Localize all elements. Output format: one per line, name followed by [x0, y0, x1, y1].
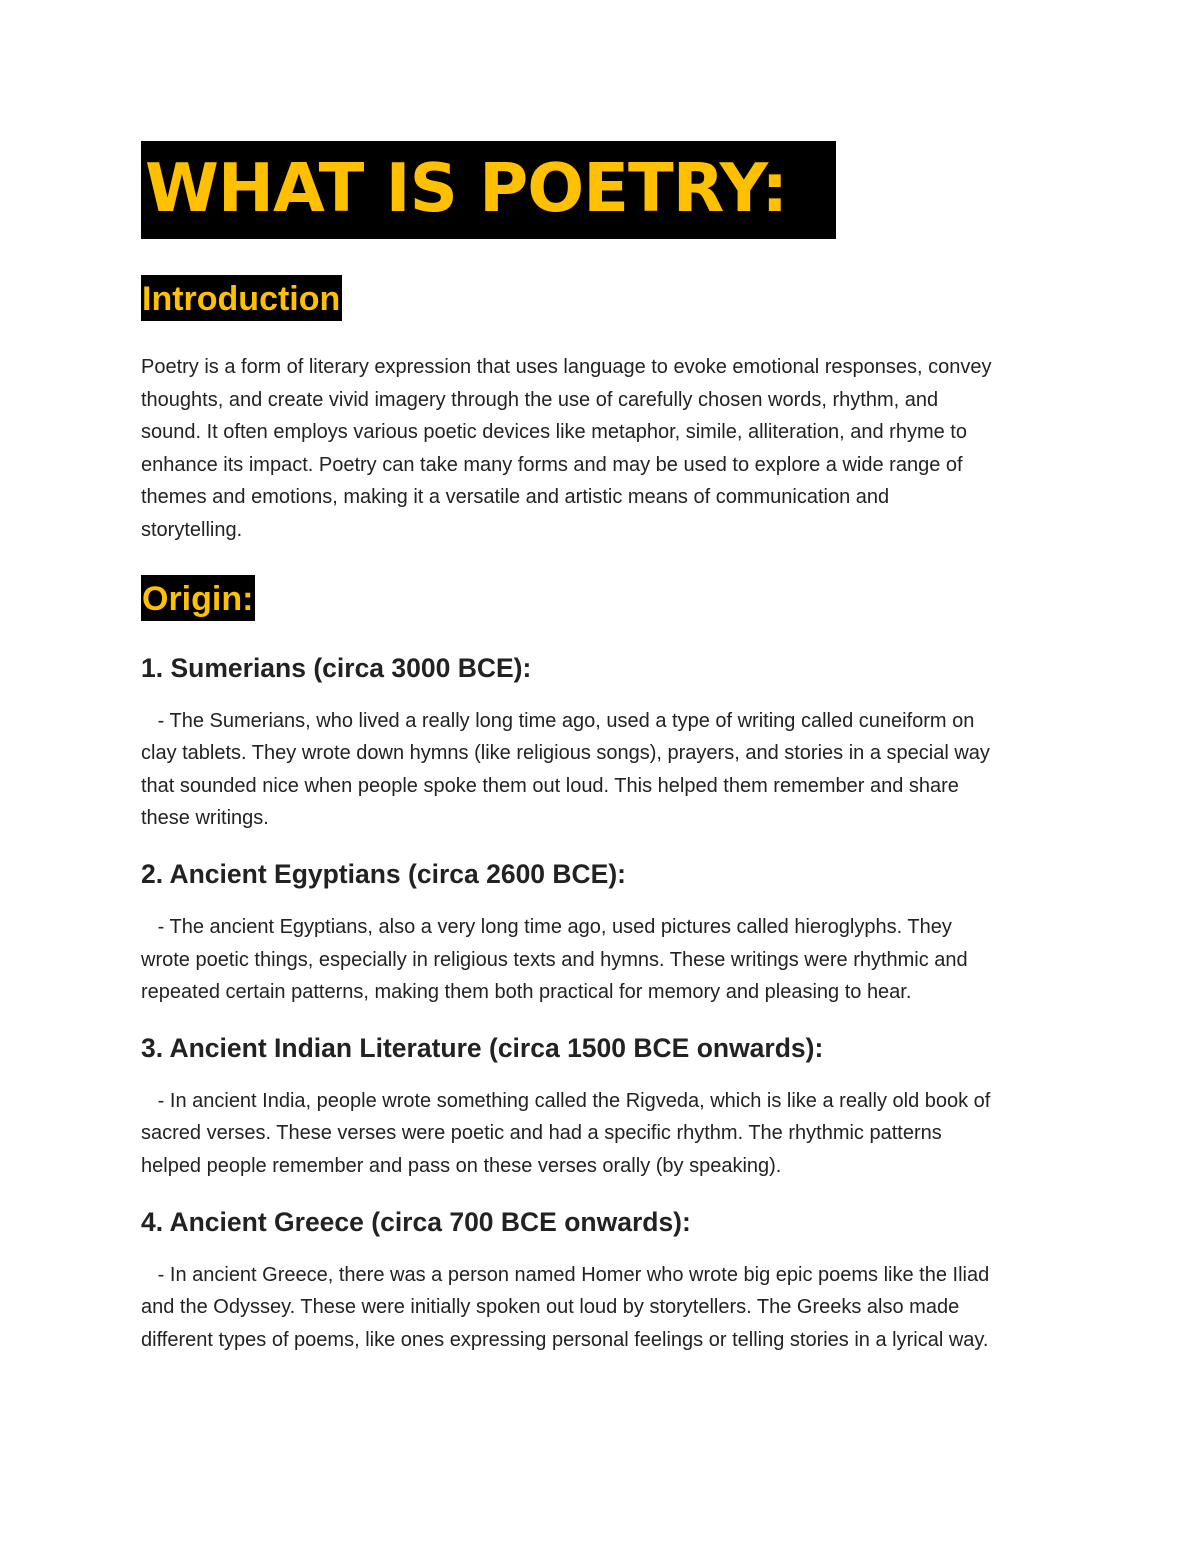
origin-heading-highlight: [141, 575, 255, 621]
title-highlight: [141, 141, 836, 239]
paragraph-line: - The ancient Egyptians, also a very long time ago, used pictures called hieroglyphs. They: [141, 915, 952, 938]
origin-item-paragraph: [141, 705, 1061, 835]
paragraph-line: sound. It often employs various poetic devices like metaphor, simile, alliteration, and rhyme to: [141, 421, 967, 444]
origin-item-heading: 3. Ancient Indian Literature (circa 1500 BCE onwards):: [141, 1032, 824, 1063]
paragraph-line: - The Sumerians, who lived a really long time ago, used a type of writing called cuneiform on: [141, 709, 975, 732]
origin-item-paragraph: [141, 1259, 1061, 1357]
introduction-heading: Introduction: [142, 280, 341, 318]
paragraph-line: sacred verses. These verses were poetic and had a specific rhythm. The rhythmic patterns: [141, 1122, 942, 1145]
paragraph-line: different types of poems, like ones expressing personal feelings or telling stories in a lyrical way.: [141, 1328, 989, 1351]
paragraph-line: themes and emotions, making it a versatile and artistic means of communication and: [141, 486, 890, 509]
paragraph-line: repeated certain patterns, making them both practical for memory and pleasing to hear.: [141, 981, 912, 1004]
origin-item-paragraph: [141, 1085, 1061, 1183]
introduction-heading-highlight: [141, 275, 342, 321]
document-page: [141, 141, 1061, 1356]
page-title: WHAT IS POETRY:: [145, 149, 788, 227]
introduction-paragraph: [141, 351, 1061, 547]
origin-item-heading: 2. Ancient Egyptians (circa 2600 BCE):: [141, 858, 627, 889]
origin-item-heading: 1. Sumerians (circa 3000 BCE):: [141, 652, 532, 683]
origin-section: [141, 547, 1061, 1357]
origin-item: [141, 1031, 1061, 1183]
paragraph-line: Poetry is a form of literary expression that uses language to evoke emotional responses, convey: [141, 356, 992, 378]
paragraph-line: clay tablets. They wrote down hymns (like religious songs), prayers, and stories in a special way: [141, 742, 990, 765]
origin-heading: Origin:: [142, 579, 254, 618]
paragraph-line: these writings.: [141, 807, 269, 830]
origin-item: [141, 651, 1061, 835]
paragraph-line: that sounded nice when people spoke them out loud. This helped them remember and share: [141, 774, 959, 797]
paragraph-line: wrote poetic things, especially in religious texts and hymns. These writings were rhythmic and: [141, 948, 968, 971]
paragraph-line: thoughts, and create vivid imagery through the use of carefully chosen words, rhythm, and: [141, 388, 939, 411]
paragraph-line: - In ancient Greece, there was a person named Homer who wrote big epic poems like the Iliad: [141, 1263, 990, 1286]
origin-item: [141, 857, 1061, 1009]
paragraph-line: and the Odyssey. These were initially spoken out loud by storytellers. The Greeks also made: [141, 1296, 960, 1319]
origin-item: [141, 1205, 1061, 1357]
paragraph-line: enhance its impact. Poetry can take many forms and may be used to explore a wide range of: [141, 453, 963, 476]
origin-list: [141, 651, 1061, 1357]
paragraph-line: storytelling.: [141, 518, 243, 541]
paragraph-line: helped people remember and pass on these verses orally (by speaking).: [141, 1154, 782, 1177]
paragraph-line: - In ancient India, people wrote something called the Rigveda, which is like a really old book of: [141, 1089, 991, 1112]
origin-item-heading: 4. Ancient Greece (circa 700 BCE onwards):: [141, 1206, 691, 1237]
introduction-section: [141, 239, 1061, 547]
origin-item-paragraph: [141, 911, 1061, 1009]
